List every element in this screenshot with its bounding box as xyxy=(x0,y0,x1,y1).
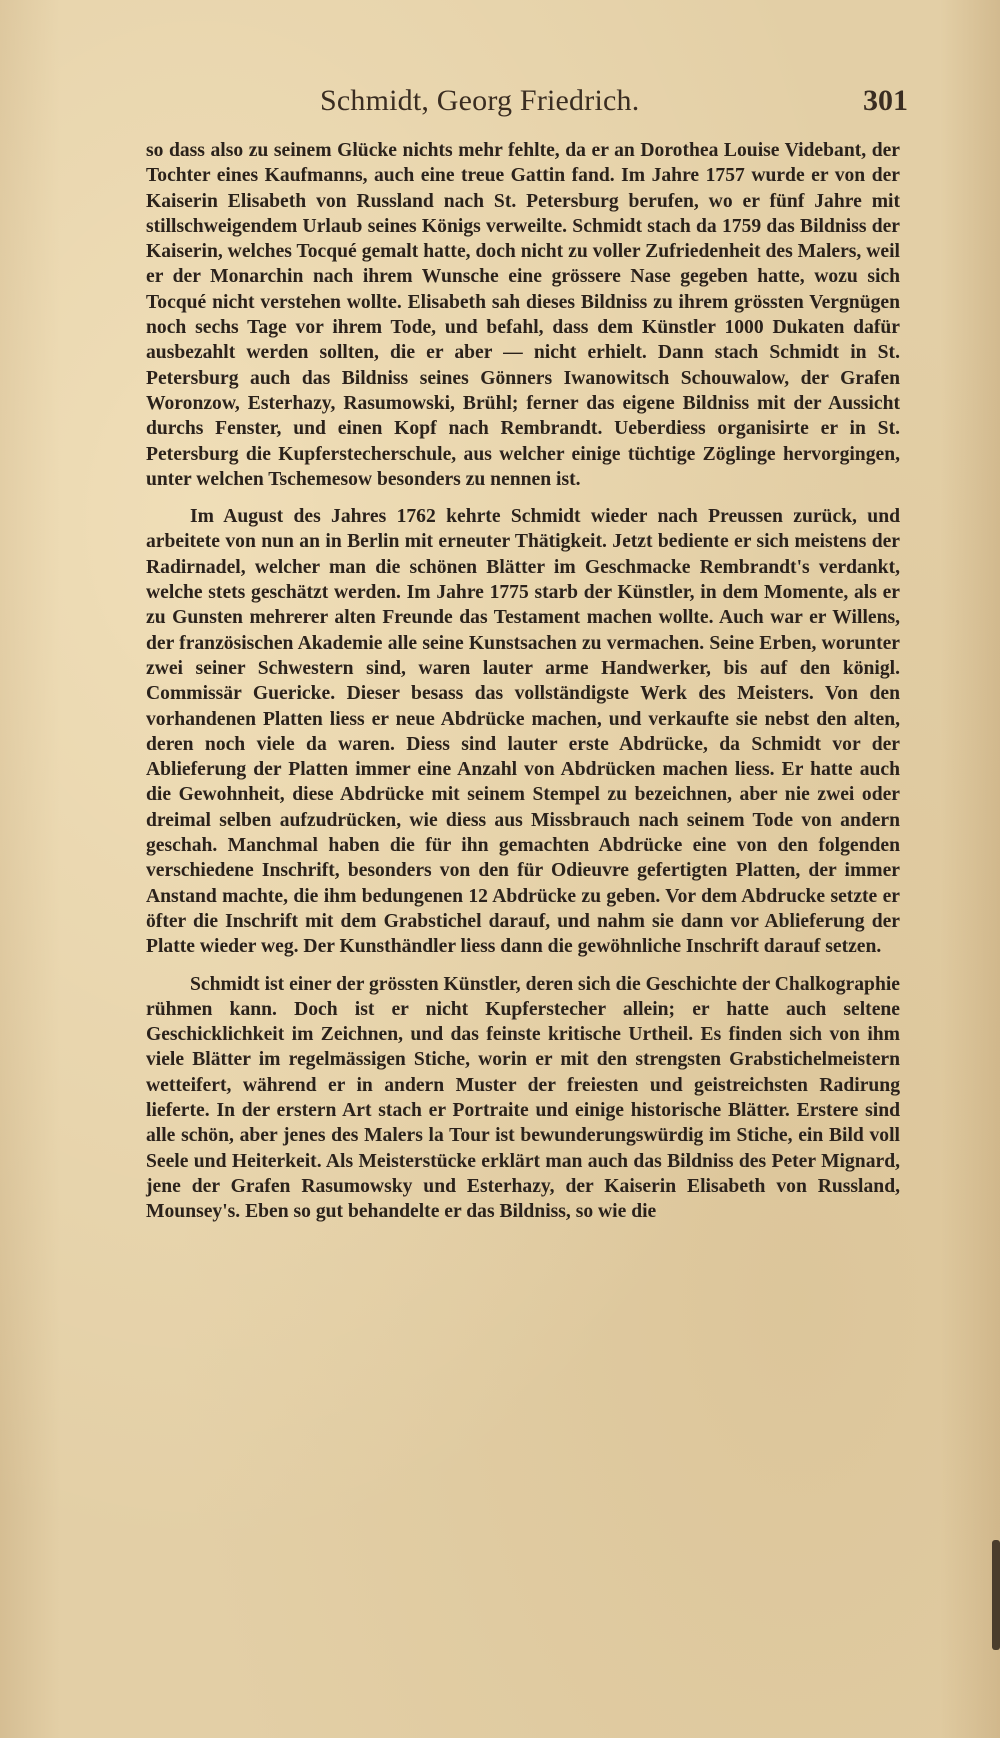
running-head xyxy=(320,84,940,124)
edge-stain xyxy=(992,1540,1000,1650)
paragraph-return-to-prussia: Im August des Jahres 1762 kehrte Schmidt wieder nach Preussen zurück, und arbeitete von nun an in Berlin mit erneuter Thätigkeit. Jetzt bediente er sich meistens der Radirnadel, welcher man die schönen Blätter im Geschmacke Rembrandt's verdankt, welche stets geschätzt werden. Im Jahre 1775 starb der Künstler, in dem Momente, als er zu Gunsten mehrerer alten Freunde das Testament machen wollte. Auch war er Willens, der französischen Akademie alle seine Kunstsachen zu vermachen. Seine Erben, worunter zwei seiner Schwestern sind, waren lauter arme Handwerker, bis auf den königl. Commissär Guericke. Dieser besass das vollständigste Werk des Meisters. Von den vorhandenen Platten liess er neue Abdrücke machen, und verkaufte sie nebst den alten, deren noch viele da waren. Diess sind lauter erste Abdrücke, da Schmidt vor der Ablieferung der Platten immer eine Anzahl von Abdrücken machen liess. Er hatte auch die Gewohnheit, diese Abdrücke mit seinem Stempel zu bezeichnen, aber nie zwei oder dreimal selben aufzudrücken, wie diess aus Missbrauch nach seinem Tode von andern geschah. Manchmal haben die für ihn gemachten Abdrücke eine von den folgenden verschiedene Inschrift, besonders von den für Odieuvre gefertigten Platten, der immer Anstand machte, die ihm bedungenen 12 Abdrücke zu geben. Vor dem Abdrucke setzte er öfter die Inschrift mit dem Grabstichel darauf, und nahm sie dann vor Ablieferung der Platte wieder weg. Der Kunsthändler liess dann die gewöhnliche Inschrift darauf setzen. xyxy=(146,506,900,958)
body-text xyxy=(146,138,900,1236)
page-title: Schmidt, Georg Friedrich. xyxy=(320,84,640,117)
paragraph-continuation: so dass also zu seinem Glücke nichts mehr fehlte, da er an Dorothea Louise Videbant, der Tochter eines Kaufmanns, auch eine treue Gattin fand. Im Jahre 1757 wurde er von der Kaiserin Elisabeth von Russland nach St. Petersburg berufen, wo er fünf Jahre mit stillschweigendem Urlaub seines Königs verweilte. Schmidt stach da 1759 das Bildniss der Kaiserin, welches Tocqué gemalt hatte, doch nicht zu voller Zufriedenheit des Malers, weil er der Monarchin nach ihrem Wunsche eine grössere Nase gegeben hatte, wozu sich Tocqué nicht verstehen wollte. Elisabeth sah dieses Bildniss zu ihrem grössten Vergnügen noch sechs Tage vor ihrem Tode, und befahl, dass dem Künstler 1000 Dukaten dafür ausbezahlt werden sollten, die er aber — nicht erhielt. Dann stach Schmidt in St. Petersburg auch das Bildniss seines Gönners Iwanowitsch Schouwalow, der Grafen Woronzow, Esterhazy, Rasumowski, Brühl; ferner das eigene Bildniss mit der Aussicht durchs Fenster, und einen Kopf nach Rembrandt. Ueberdiess organisirte er in St. Petersburg die Kupferstecherschule, aus welcher einige tüchtige Zöglinge hervorgingen, unter welchen Tschemesow besonders zu nennen ist. xyxy=(146,140,900,490)
paragraph-assessment: Schmidt ist einer der grössten Künstler, deren sich die Geschichte der Chalkographie rühmen kann. Doch ist er nicht Kupferstecher allein; er hatte auch seltene Geschicklichkeit im Zeichnen, und das feinste kritische Urtheil. Es finden sich von ihm viele Blätter im regelmässigen Stiche, worin er mit den strengsten Grabstichelmeistern wetteifert, während er in andern Muster der freiesten und geistreichsten Radirung lieferte. In der erstern Art stach er Portraite und einige historische Blätter. Erstere sind alle schön, aber jenes des Malers la Tour ist bewunderungswürdig im Stiche, ein Bild voll Seele und Heiterkeit. Als Meisterstücke erklärt man auch das Bildniss des Peter Mignard, jene der Grafen Rasumowsky und Esterhazy, der Kaiserin Elisabeth von Russland, Mounsey's. Eben so gut behandelte er das Bildniss, so wie die xyxy=(146,973,900,1223)
page-number: 301 xyxy=(863,84,908,117)
